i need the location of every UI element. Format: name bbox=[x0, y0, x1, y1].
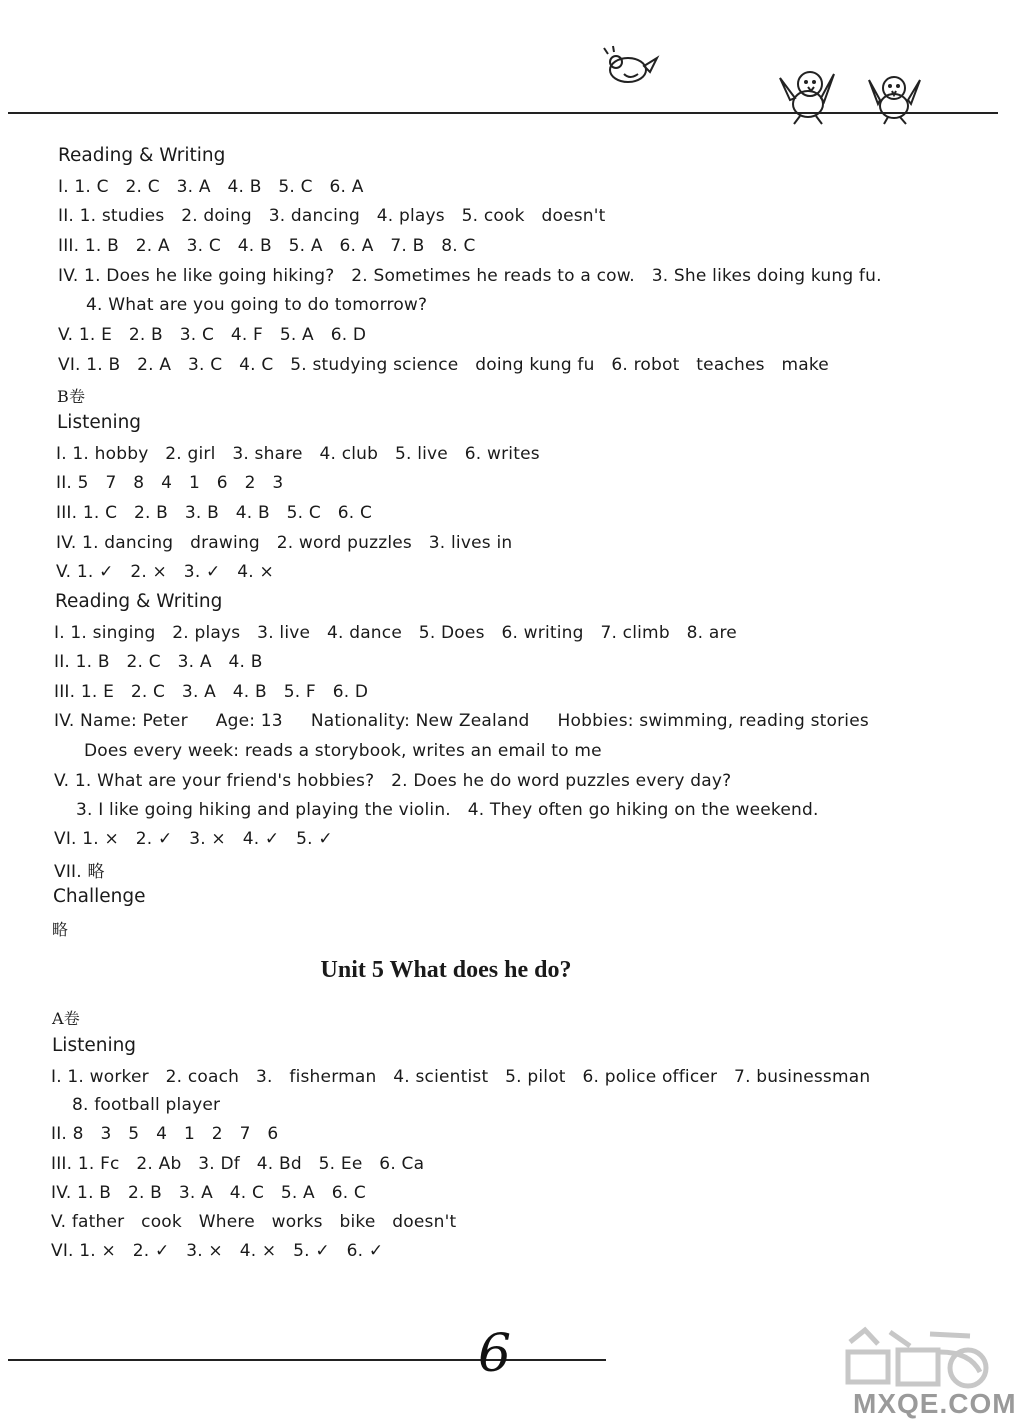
answer-line: VI. 1. × 2. ✓ 3. × 4. × 5. ✓ 6. ✓ bbox=[51, 1241, 384, 1261]
answer-line: V. 1. ✓ 2. × 3. ✓ 4. × bbox=[56, 562, 274, 582]
answer-line: II. 8 3 5 4 1 2 7 6 bbox=[51, 1124, 279, 1144]
section-heading: Listening bbox=[52, 1035, 137, 1056]
bird-icon bbox=[600, 44, 660, 90]
answer-line: I. 1. C 2. C 3. A 4. B 5. C 6. A bbox=[58, 177, 364, 197]
answer-line: IV. 1. B 2. B 3. A 4. C 5. A 6. C bbox=[51, 1183, 366, 1203]
answer-line: I. 1. singing 2. plays 3. live 4. dance 5. Does 6. writing 7. climb 8. are bbox=[54, 623, 737, 643]
answer-line: 3. I like going hiking and playing the violin. 4. They often go hiking on the weekend. bbox=[76, 800, 819, 820]
section-heading: Reading & Writing bbox=[58, 145, 226, 166]
answer-line: 略 bbox=[52, 920, 69, 939]
answer-line: 8. football player bbox=[72, 1095, 221, 1115]
paper-label: A卷 bbox=[52, 1009, 80, 1028]
section-heading: Challenge bbox=[53, 886, 146, 907]
answer-line: V. father cook Where works bike doesn't bbox=[51, 1212, 457, 1232]
answer-line: I. 1. worker 2. coach 3. fisherman 4. scientist 5. pilot 6. police officer 7. businessman bbox=[51, 1067, 871, 1087]
answer-line: III. 1. C 2. B 3. B 4. B 5. C 6. C bbox=[56, 503, 373, 523]
answer-line: IV. 1. Does he like going hiking? 2. Sometimes he reads to a cow. 3. She likes doing kung fu. bbox=[58, 266, 882, 286]
answer-line: VI. 1. B 2. A 3. C 4. C 5. studying science doing kung fu 6. robot teaches make bbox=[58, 355, 829, 375]
answer-line: V. 1. What are your friend's hobbies? 2. Does he do word puzzles every day? bbox=[54, 771, 732, 791]
answer-line: III. 1. Fc 2. Ab 3. Df 4. Bd 5. Ee 6. Ca bbox=[51, 1154, 425, 1174]
section-heading: Listening bbox=[57, 412, 142, 433]
header-rule bbox=[8, 112, 998, 114]
answer-line: I. 1. hobby 2. girl 3. share 4. club 5. live 6. writes bbox=[56, 444, 540, 464]
answer-line: VI. 1. × 2. ✓ 3. × 4. ✓ 5. ✓ bbox=[54, 829, 333, 849]
answer-line: IV. 1. dancing drawing 2. word puzzles 3. lives in bbox=[56, 533, 513, 553]
unit-title: Unit 5 What does he do? bbox=[320, 957, 572, 983]
page-number: 6 bbox=[478, 1324, 512, 1384]
answer-line: VII. 略 bbox=[54, 862, 105, 882]
answer-line: IV. Name: Peter Age: 13 Nationality: New Zealand Hobbies: swimming, reading stories bbox=[54, 711, 869, 731]
bird-icon bbox=[866, 68, 924, 126]
answer-line: V. 1. E 2. B 3. C 4. F 5. A 6. D bbox=[58, 325, 367, 345]
paper-label: B卷 bbox=[57, 387, 86, 406]
footer-rule bbox=[8, 1359, 606, 1361]
section-heading: Reading & Writing bbox=[55, 591, 223, 612]
bird-icon bbox=[776, 64, 840, 126]
watermark-text: MXQE.COM bbox=[853, 1388, 1017, 1419]
answer-line: II. 1. B 2. C 3. A 4. B bbox=[54, 652, 263, 672]
answer-line: II. 5 7 8 4 1 6 2 3 bbox=[56, 473, 284, 493]
answer-line: III. 1. B 2. A 3. C 4. B 5. A 6. A 7. B 8. C bbox=[58, 236, 476, 256]
answer-line: 4. What are you going to do tomorrow? bbox=[86, 295, 428, 315]
answer-line: Does every week: reads a storybook, writes an email to me bbox=[84, 741, 602, 761]
answer-line: III. 1. E 2. C 3. A 4. B 5. F 6. D bbox=[54, 682, 369, 702]
answer-line: II. 1. studies 2. doing 3. dancing 4. plays 5. cook doesn't bbox=[58, 206, 606, 226]
